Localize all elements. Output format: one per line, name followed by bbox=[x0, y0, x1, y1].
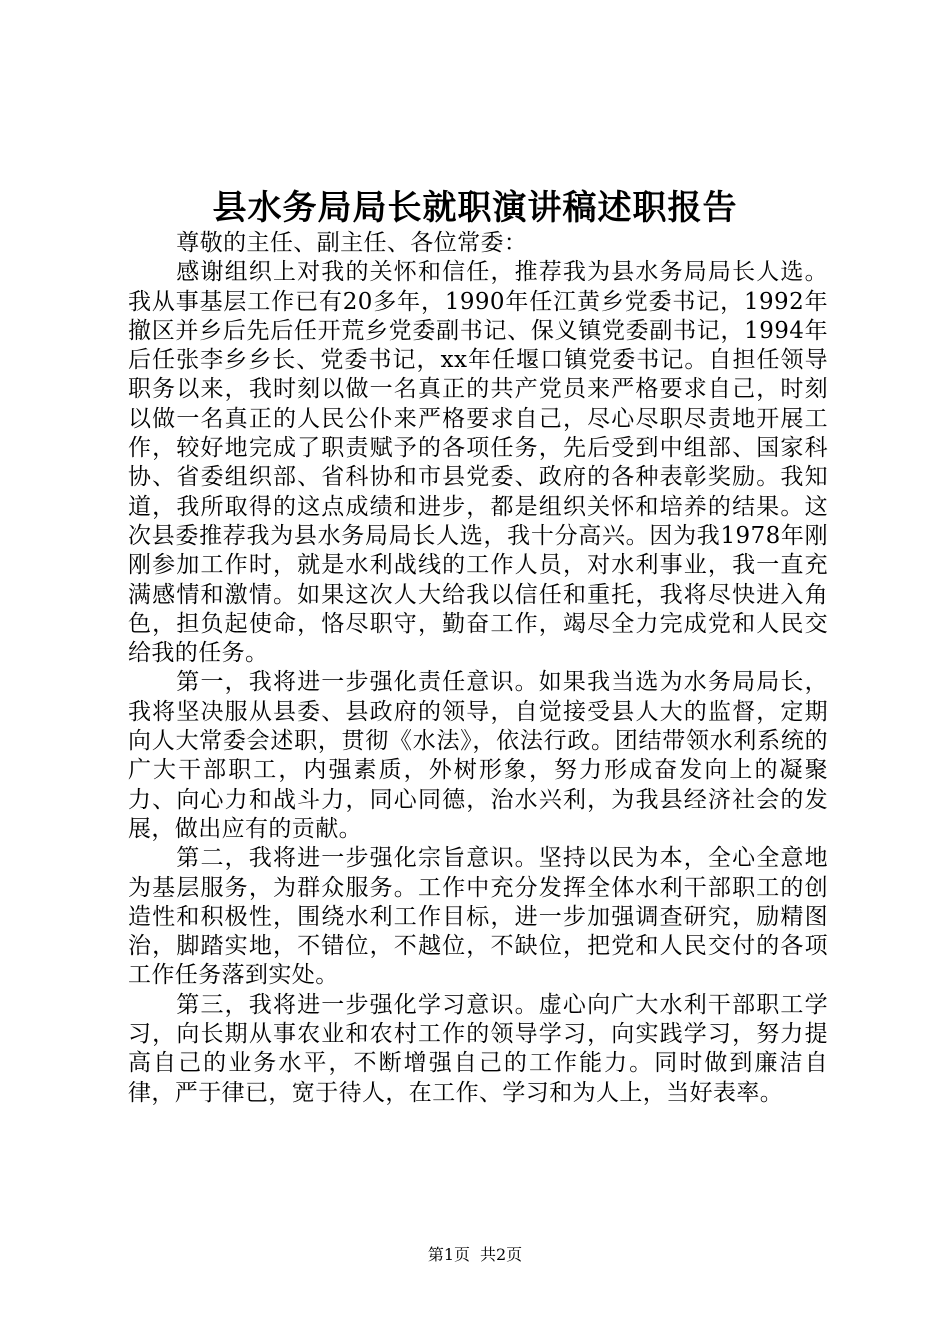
page-number-total: 共2页 bbox=[480, 1245, 523, 1264]
page-number-current: 第1页 bbox=[427, 1245, 470, 1264]
document-title: 县水务局局长就职演讲稿述职报告 bbox=[212, 188, 738, 228]
body-paragraph-third: 第三，我将进一步强化学习意识。虚心向广大水利干部职工学习，向长期从事农业和农村工作的领导学习，向实践学习，努力提高自己的业务水平，不断增强自己的工作能力。同时做到廉洁自律，严于律已，宽于待人，在工作、学习和为人上，当好表率。 bbox=[128, 991, 828, 1106]
body-paragraph-second: 第二，我将进一步强化宗旨意识。坚持以民为本，全心全意地为基层服务，为群众服务。工作中充分发挥全体水利干部职工的创造性和积极性，围绕水利工作目标，进一步加强调查研究，励精图治，脚踏实地，不错位，不越位，不缺位，把党和人民交付的各项工作任务落到实处。 bbox=[128, 845, 828, 989]
salutation-paragraph: 尊敬的主任、副主任、各位常委： bbox=[176, 230, 528, 256]
page-footer bbox=[0, 1243, 950, 1267]
body-paragraph-intro: 感谢组织上对我的关怀和信任，推荐我为县水务局局长人选。我从事基层工作已有20多年，1990年任江黄乡党委书记，1992年撤区并乡后先后任开荒乡党委副书记、保义镇党委副书记，1994年后任张李乡乡长、党委书记，xx年任堰口镇党委书记。自担任领导职务以来，我时刻以做一名真正的共产党员来严格要求自己，时刻以做一名真正的人民公仆来严格要求自己，尽心尽职尽责地开展工作，较好地完成了职责赋予的各项任务，先后受到中组部、国家科协、省委组织部、省科协和市县党委、政府的各种表彰奖励。我知道，我所取得的这点成绩和进步，都是组织关怀和培养的结果。这次县委推荐我为县水务局局长人选，我十分高兴。因为我1978年刚刚参加工作时，就是水利战线的工作人员，对水利事业，我一直充满感情和激情。如果这次人大给我以信任和重托，我将尽快进入角色，担负起使命，恪尽职守，勤奋工作，竭尽全力完成党和人民交给我的任务。 bbox=[128, 259, 828, 667]
document-body bbox=[128, 229, 828, 1108]
body-paragraph-first: 第一，我将进一步强化责任意识。如果我当选为水务局局长，我将坚决服从县委、县政府的领导，自觉接受县人大的监督，定期向人大常委会述职，贯彻《水法》，依法行政。团结带领水利系统的广大干部职工，内强素质，外树形象，努力形成奋发向上的凝聚力、向心力和战斗力，同心同德，治水兴利，为我县经济社会的发展，做出应有的贡献。 bbox=[128, 669, 828, 842]
